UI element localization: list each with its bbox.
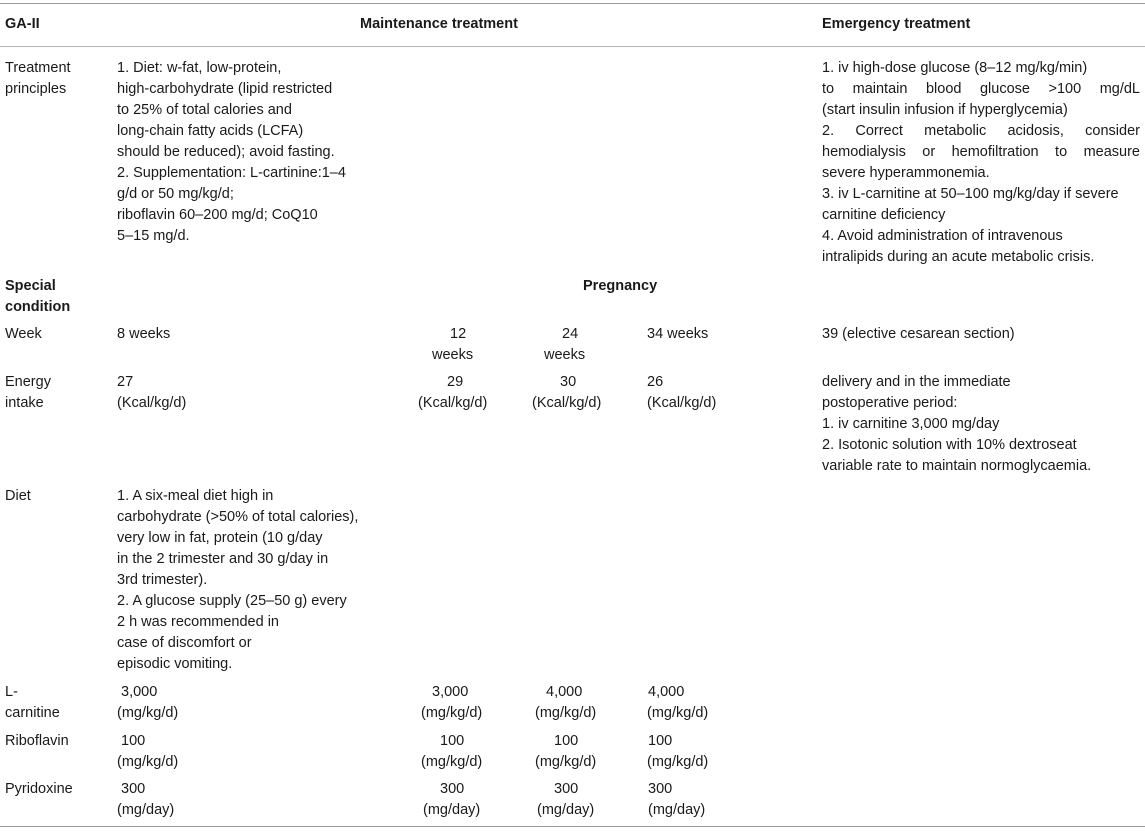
principles-maintenance-line: 5–15 mg/d.: [117, 228, 190, 244]
header-emergency: Emergency treatment: [822, 16, 971, 32]
header-maintenance: Maintenance treatment: [360, 16, 518, 32]
principles-emergency-line: hemodialysis or hemofiltration to measure: [822, 144, 1140, 160]
delivery-emergency-line: 2. Isotonic solution with 10% dextroseat: [822, 437, 1077, 453]
special-label-line: Special: [5, 278, 56, 294]
riboflavin-unit: (mg/kg/d): [421, 754, 483, 770]
principles-emergency-line: (start insulin infusion if hyperglycemia): [822, 102, 1068, 118]
principles-emergency-line: to maintain blood glucose >100 mg/dL: [822, 81, 1140, 97]
diet-line: very low in fat, protein (10 g/day: [117, 530, 323, 546]
week-24-number: 24: [562, 326, 579, 342]
principles-emergency-line: 4. Avoid administration of intravenous: [822, 228, 1063, 244]
lcarnitine-label-line: L-: [5, 684, 18, 700]
principles-maintenance-line: high-carbohydrate (lipid restricted: [117, 81, 333, 97]
principles-label-line: principles: [5, 81, 67, 97]
energy-value: 27: [117, 374, 134, 390]
lcarnitine-value: 3,000: [121, 684, 158, 700]
riboflavin-value: 100: [554, 733, 579, 749]
diet-line: 2 h was recommended in: [117, 614, 279, 630]
principles-label-line: Treatment: [5, 60, 71, 76]
diet-line: in the 2 trimester and 30 g/day in: [117, 551, 329, 567]
principles-emergency-line: 1. iv high-dose glucose (8–12 mg/kg/min): [822, 60, 1088, 76]
pyridoxine-value: 300: [554, 781, 579, 797]
special-label-line: condition: [5, 299, 71, 315]
principles-maintenance-line: 1. Diet: w-fat, low-protein,: [117, 60, 282, 76]
principles-maintenance-line: should be reduced); avoid fasting.: [117, 144, 335, 160]
energy-value: 29: [447, 374, 464, 390]
week-label: Week: [5, 326, 42, 342]
week-8: 8 weeks: [117, 326, 171, 342]
week-34: 34 weeks: [647, 326, 709, 342]
principles-emergency-line: 2. Correct metabolic acidosis, consider: [822, 123, 1140, 139]
lcarnitine-unit: (mg/kg/d): [535, 705, 597, 721]
pyridoxine-unit: (mg/day): [648, 802, 706, 818]
principles-maintenance-line: g/d or 50 mg/kg/d;: [117, 186, 234, 202]
pyridoxine-value: 300: [648, 781, 673, 797]
week-12-unit: weeks: [432, 347, 474, 363]
week-39: 39 (elective cesarean section): [822, 326, 1015, 342]
lcarnitine-value: 3,000: [432, 684, 469, 700]
table-bottom-rule: [0, 826, 1145, 827]
riboflavin-value: 100: [121, 733, 146, 749]
week-12-number: 12: [450, 326, 467, 342]
principles-emergency-line: severe hyperammonemia.: [822, 165, 990, 181]
pyridoxine-value: 300: [440, 781, 465, 797]
delivery-emergency-line: variable rate to maintain normoglycaemia.: [822, 458, 1092, 474]
table-top-rule: [0, 3, 1145, 4]
lcarnitine-unit: (mg/kg/d): [421, 705, 483, 721]
principles-emergency-line: 3. iv L-carnitine at 50–100 mg/kg/day if severe: [822, 186, 1119, 202]
principles-emergency-line: intralipids during an acute metabolic crisis.: [822, 249, 1095, 265]
energy-unit: (Kcal/kg/d): [647, 395, 717, 411]
energy-value: 30: [560, 374, 577, 390]
lcarnitine-label-line: carnitine: [5, 705, 60, 721]
header-rule: [0, 46, 1145, 47]
pyridoxine-label: Pyridoxine: [5, 781, 73, 797]
delivery-emergency-line: delivery and in the immediate: [822, 374, 1011, 390]
riboflavin-unit: (mg/kg/d): [535, 754, 597, 770]
diet-line: 1. A six-meal diet high in: [117, 488, 274, 504]
pyridoxine-unit: (mg/day): [537, 802, 595, 818]
riboflavin-unit: (mg/kg/d): [647, 754, 709, 770]
energy-unit: (Kcal/kg/d): [117, 395, 187, 411]
lcarnitine-value: 4,000: [648, 684, 685, 700]
principles-maintenance-line: long-chain fatty acids (LCFA): [117, 123, 304, 139]
energy-value: 26: [647, 374, 664, 390]
week-24-unit: weeks: [544, 347, 586, 363]
pyridoxine-unit: (mg/day): [117, 802, 175, 818]
pyridoxine-unit: (mg/day): [423, 802, 481, 818]
riboflavin-unit: (mg/kg/d): [117, 754, 179, 770]
diet-line: carbohydrate (>50% of total calories),: [117, 509, 359, 525]
diet-line: 2. A glucose supply (25–50 g) every: [117, 593, 347, 609]
principles-maintenance-line: 2. Supplementation: L-cartinine:1–4: [117, 165, 346, 181]
riboflavin-value: 100: [648, 733, 673, 749]
diet-line: 3rd trimester).: [117, 572, 208, 588]
principles-maintenance-line: riboflavin 60–200 mg/d; CoQ10: [117, 207, 318, 223]
diet-line: episodic vomiting.: [117, 656, 233, 672]
energy-unit: (Kcal/kg/d): [532, 395, 602, 411]
lcarnitine-value: 4,000: [546, 684, 583, 700]
delivery-emergency-line: 1. iv carnitine 3,000 mg/day: [822, 416, 1000, 432]
lcarnitine-unit: (mg/kg/d): [117, 705, 179, 721]
delivery-emergency-line: postoperative period:: [822, 395, 958, 411]
header-gaii: GA-II: [5, 16, 40, 32]
energy-label-line: Energy: [5, 374, 51, 390]
riboflavin-value: 100: [440, 733, 465, 749]
diet-line: case of discomfort or: [117, 635, 252, 651]
pyridoxine-value: 300: [121, 781, 146, 797]
energy-label-line: intake: [5, 395, 44, 411]
energy-unit: (Kcal/kg/d): [418, 395, 488, 411]
diet-label: Diet: [5, 488, 31, 504]
lcarnitine-unit: (mg/kg/d): [647, 705, 709, 721]
principles-maintenance-line: to 25% of total calories and: [117, 102, 292, 118]
principles-emergency-line: carnitine deficiency: [822, 207, 946, 223]
riboflavin-label: Riboflavin: [5, 733, 69, 749]
pregnancy-header: Pregnancy: [583, 278, 658, 294]
